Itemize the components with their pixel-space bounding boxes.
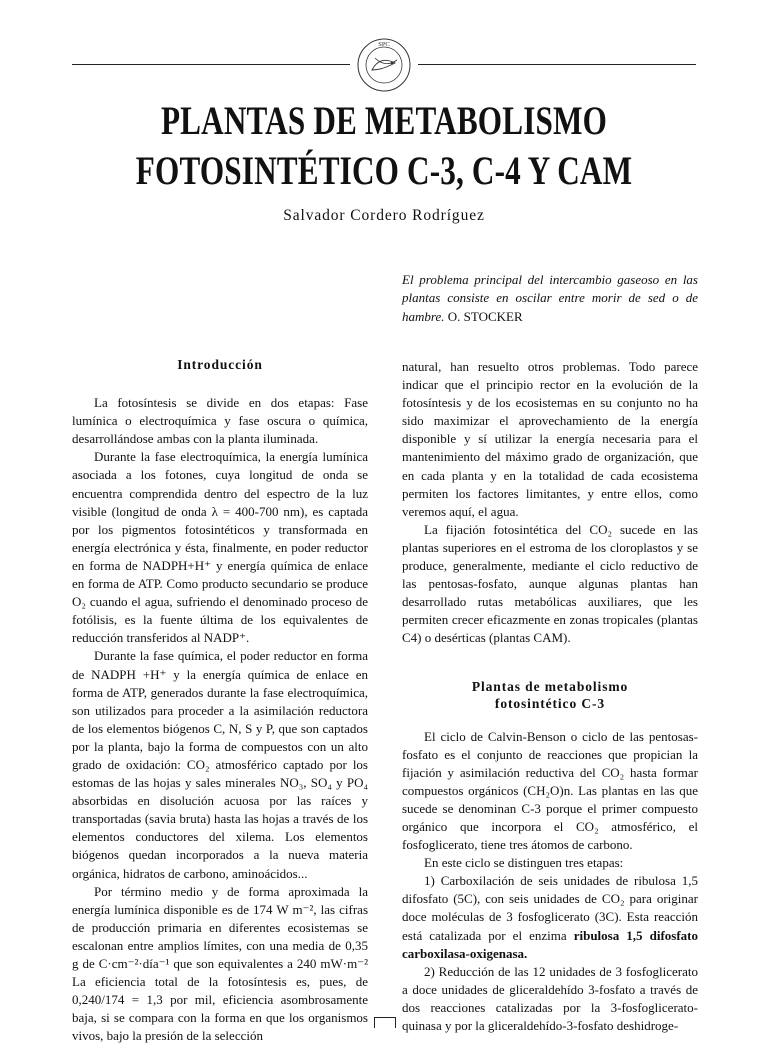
left-column [72, 356, 368, 1045]
enzyme-name: ribulosa 1,5 difosfato carboxilasa-oxigenasa. [402, 927, 698, 961]
society-emblem-icon [355, 36, 413, 94]
section-heading-introduccion: Introducción [177, 357, 263, 372]
paragraph: natural, han resuelto otros problemas. Todo parece indicar que el principio rector en la evolución de la fotosíntesis y de los ecosistemas en su conjunto no ha sido maximizar el aprovechamiento de la energía disponible y sí utilizar la energía necesaria para el mantenimiento del máximo grado de organización, que en cada planta y en la totalidad de cada ecosistema permiten los factores limitantes, y entre ellos, como veremos aquí, el agua. [402, 359, 698, 519]
article-title [84, 96, 683, 196]
header-rule-left [72, 64, 350, 65]
page-number-marker [374, 1017, 396, 1028]
section-heading-line-2: fotosintético C-3 [494, 695, 606, 711]
emblem-text: SPC [378, 41, 390, 48]
paragraph-text: 1) Carboxilación de seis unidades de ribulosa 1,5 difosfato (5C), con seis unidades de CO₂ para originar doce moléculas de 3 fosfoglicerato (3C). Esta reacción está catalizada por el enzima [402, 873, 698, 943]
paragraph: En este ciclo se distinguen tres etapas: [424, 855, 624, 871]
paragraph: La fotosíntesis se divide en dos etapas: Fase lumínica o electroquímica y fase oscura o química, desarrollándose ambas con la planta iluminada. [72, 395, 368, 447]
epigraph [402, 271, 698, 326]
paragraph: 2) Reducción de las 12 unidades de 3 fosfoglicerato a doce unidades de gliceraldehído 3-fosfato a través de dos reacciones catalizadas por la 3-fosfoglicerato-quinasa y por la gliceraldehído-3-fosfato deshidroge- [402, 963, 698, 1033]
section-heading-line-1: Plantas de metabolismo [471, 678, 629, 694]
title-line-1: PLANTAS DE METABOLISMO [160, 98, 608, 143]
header-rule-right [418, 64, 696, 65]
paragraph: Durante la fase química, el poder reductor en forma de NADPH +H⁺ y la energía química de enlace en forma de ATP, generados durante la fase electroquímica, son utilizados para proceder a la asimilación reductora de los elementos biógenos C, N, S y P, que son captados por la planta, bajo la forma de compuestos con un alto grado de oxidación: CO₂ atmosférico captado por los estomas de las hojas y sales minerales NO₃, SO₄ y PO₄ absorbidas en disolución acuosa por las raíces y transportadas (savia bruta) hasta las hojas a través de los elementos conductores del xilema. Los elementos biógenos quedan incorporados a la nueva materia orgánica, hidratos de carbono, aminoácidos... [72, 648, 368, 881]
paragraph: Por término medio y de forma aproximada la energía lumínica disponible es de 174 W m⁻², las cifras de producción primaria en diferentes ecosistemas se escalonan entre amplios límites, con una media de 0,35 g de C·cm⁻²·día⁻¹ que son equivalentes a 240 mW·m⁻² La eficiencia total de la fotosíntesis es, pues, de 0,240/174 = 1,3 por mil, eficiencia asombrosamente baja, si se compara con la forma en que los organismos vivos, bajo la presión de la selección [72, 883, 368, 1044]
title-line-2: FOTOSINTÉTICO C-3, C-4 Y CAM [135, 148, 633, 193]
paragraph: La fijación fotosintética del CO₂ sucede en las plantas superiores en el estroma de los cloroplastos y se produce, generalmente, mediante el ciclo reductivo de las pentosas-fosfato, aunque algunas plantas han desarrollado rutas metabólicas auxiliares, que les permiten crecer eficazmente en zonas tropicales (plantas C4) o desérticas (plantas CAM). [402, 521, 698, 646]
author-name: Salvador Cordero Rodríguez [283, 207, 485, 224]
epigraph-text: El problema principal del intercambio gaseoso en las plantas consiste en oscilar entre morir de sed o de hambre. [402, 272, 698, 324]
right-column [402, 358, 698, 1035]
paragraph: Durante la fase electroquímica, la energía lumínica asociada a los fotones, cuya longitud de onda se encuentra comprendida dentro del espectro de la luz visible (longitud de onda λ = 400-700 nm), es captada por los pigmentos fotosintéticos y transformada en energía electrónica y ésta, finalmente, en poder reductor en forma de NADPH+H⁺ y energía química de enlace en forma de ATP. Como producto secundario se produce O₂ cuando el agua, sufriendo el denominado proceso de fotólisis, es la fuente última de los equivalentes de reducción transferidos al NADP⁺. [72, 449, 368, 646]
section-heading-c3 [402, 678, 698, 712]
paragraph: El ciclo de Calvin-Benson o ciclo de las pentosas-fosfato es el conjunto de reacciones que propician la fijación y asimilación reductiva del CO₂ hasta formar compuestos orgánicos (CH₂O)n. Las plantas en las que sucede se denominan C-3 porque el primer compuesto orgánico que incorpora el CO₂ atmosférico, el fosfoglicerato, tiene tres átomos de carbono. [402, 728, 698, 853]
paragraph [402, 872, 698, 962]
epigraph-attribution: O. STOCKER [447, 308, 523, 324]
